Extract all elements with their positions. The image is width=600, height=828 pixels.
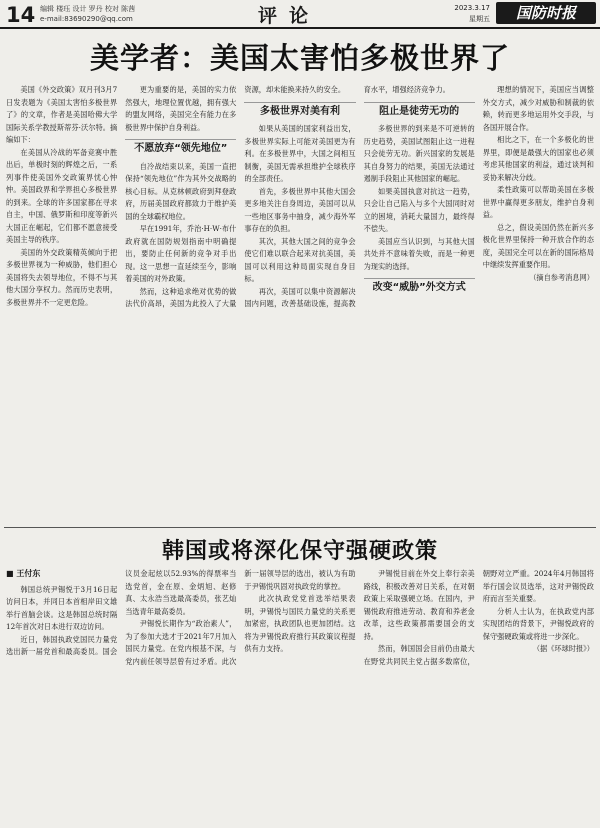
- top-rule: [0, 27, 600, 29]
- paragraph: 然而，这种追求绝对优势的做法代价高昂，美国为此投入了大量资源，却未能换来持久的安全。: [125, 85, 346, 308]
- newspaper-logo: 国防时报: [496, 2, 596, 24]
- editors-line: 编辑 楼珏 设计 罗丹 校对 陈茜: [40, 5, 136, 13]
- subhead: 改变“威胁”外交方式: [364, 278, 475, 295]
- paragraph: 如果从美国的国家利益出发，多极世界实际上可能对美国更为有利。在多极世界中，大国之间相互制衡，美国无需承担维护全球秩序的全部责任。: [244, 124, 356, 183]
- paragraph: 理想的情况下，美国应当调整外交方式，减少对威胁和制裁的依赖，转而更多地运用外交手段，与各国开展合作。: [482, 85, 594, 132]
- paragraph: 在美国从冷战的军备竞赛中胜出后，单极时刻的辉煌之后，一系列事件使美国外交政策界忧心忡忡。美国政界和学界担心多极世界的到来。全球的许多国家都在寻求自主，中国、俄罗斯和印度等新兴大国正在崛起，它们都不愿意接受美国主导的秩序。: [6, 147, 118, 244]
- article1-source: （摘自参考消息网）: [529, 272, 594, 282]
- article2-source: （据《环球时报》）: [532, 644, 594, 653]
- paragraph: 尹锡悦目前在外交上奉行亲美路线，积极改善对日关系，在对朝政策上采取强硬立场。在国内，尹锡悦政府推进劳动、教育和养老金改革，这些政策都需要国会的支持。: [363, 569, 475, 641]
- editor-credits: [40, 4, 210, 24]
- paragraph: 多极世界的到来是不可逆转的历史趋势，美国试图阻止这一进程只会徒劳无功。新兴国家的发展是其自身努力的结果，美国无法通过遏制手段阻止其他国家的崛起。: [363, 124, 475, 183]
- page-number: 14: [6, 3, 36, 27]
- paragraph: 美国的外交政策精英倾向于把多极世界视为一种威胁，他们担心美国将失去领导地位，不得不与其他大国分享权力。然而历史表明，多极世界并不一定更危险。: [6, 247, 118, 307]
- paragraph: 然而，韩国国会目前仍由最大在野党共同民主党占据多数席位，朝野对立严重。2024年4月韩国将举行国会议员选举，这对尹锡悦政府而言至关重要。: [363, 569, 594, 666]
- subhead: 阻止是徒劳无功的: [364, 102, 475, 119]
- paragraph: 分析人士认为，在执政党内部实现团结的背景下，尹锡悦政府的保守强硬政策或将进一步深化。: [482, 606, 594, 641]
- paragraph: 此次执政党党首选举结果表明，尹锡悦与国民力量党的关系更加紧密，执政团队也更加团结。这将为尹锡悦政府推行其政策议程提供有力支持。: [244, 594, 356, 653]
- date: 2023.3.17: [454, 4, 490, 12]
- paragraph: 柔性政策可以帮助美国在多极世界中赢得更多朋友，维护自身利益。: [482, 185, 594, 219]
- paragraph: 相比之下，在一个多极化的世界里，即便是最强大的国家也必须考虑其他国家的利益，通过谈判和妥协来解决分歧。: [482, 135, 594, 182]
- dateline: [432, 3, 490, 25]
- paragraph: 如果美国执意对抗这一趋势，只会让自己陷入与多个大国同时对立的困境，消耗大量国力，最终得不偿失。: [363, 186, 475, 233]
- middle-rule: [4, 527, 596, 528]
- article2-headline: 韩国或将深化保守强硬政策: [161, 539, 438, 564]
- subhead: 不愿放弃“领先地位”: [125, 139, 236, 156]
- paragraph: 近日，韩国执政党国民力量党选出新一届党首和最高委员。国会议员金起炫以52.93%的得票率当选党首，金在原、金炳旭、赵修真、太永浩当选最高委员，张艺灿当选青年最高委员。: [6, 569, 237, 656]
- paragraph: 美国应当认识到，与其他大国共处并不意味着失败，而是一种更为现实的选择。: [363, 236, 475, 271]
- paragraph: 首先，多极世界中其他大国会更多地关注自身周边，美国可以从一些地区事务中抽身，减少海外军事存在的负担。: [244, 186, 356, 233]
- email-line: e-mail:83690290@qq.com: [40, 15, 133, 23]
- section-title: 评论: [258, 5, 321, 27]
- paragraph: 总之，假设美国仍然在新兴多极化世界里保持一种开放合作的态度，美国完全可以在新的国际格局中继续发挥重要作用。: [482, 222, 594, 269]
- article1-body: [6, 84, 594, 524]
- paragraph: 再次，美国可以集中资源解决国内问题，改善基础设施，提高教育水平，增强经济竞争力。: [244, 85, 450, 308]
- paragraph: 自冷战结束以来，美国一直把保持“领先地位”作为其外交战略的核心目标。从克林顿政府到拜登政府，历届美国政府都致力于维护美国的全球霸权地位。: [125, 161, 237, 221]
- paragraph: 更为重要的是，美国的实力依然强大，地理位置优越，拥有强大的盟友网络，美国完全有能力在多极世界中保护自身利益。: [125, 85, 237, 132]
- byline: ■ 王付东: [6, 569, 41, 578]
- article2-body: [6, 568, 594, 824]
- paragraph: 尹锡悦长期作为“政治素人”，为了参加大选才于2021年7月加入国民力量党。在党内根基不深，与党内前任领导层曾有过矛盾。此次新一届领导层的选出，被认为有助于尹锡悦巩固对执政党的掌控。: [125, 569, 356, 666]
- paragraph: 其次，其他大国之间的竞争会使它们难以联合起来对抗美国，美国可以利用这种局面实现自身目标。: [244, 236, 356, 283]
- weekday: 星期五: [469, 15, 490, 23]
- paragraph: 美国《外交政策》双月刊3月7日发表题为《美国太害怕多极世界了》的文章，作者是美国哈佛大学国际关系学教授斯蒂芬·沃尔特。摘编如下：: [6, 85, 118, 144]
- subhead: 多极世界对美有利: [244, 102, 355, 119]
- paragraph: 韩国总统尹锡悦于3月16日起访问日本，并同日本首相岸田文雄举行首脑会谈。这是韩国总统时隔12年首次对日本进行双边访问。: [6, 584, 118, 631]
- paragraph: 早在1991年，乔治·H·W·布什政府就在国防规划指南中明确提出，要防止任何新的竞争对手出现。这一思想一直延续至今，影响着美国的对外政策。: [125, 224, 237, 283]
- article1-headline: 美学者：美国太害怕多极世界了: [89, 41, 510, 75]
